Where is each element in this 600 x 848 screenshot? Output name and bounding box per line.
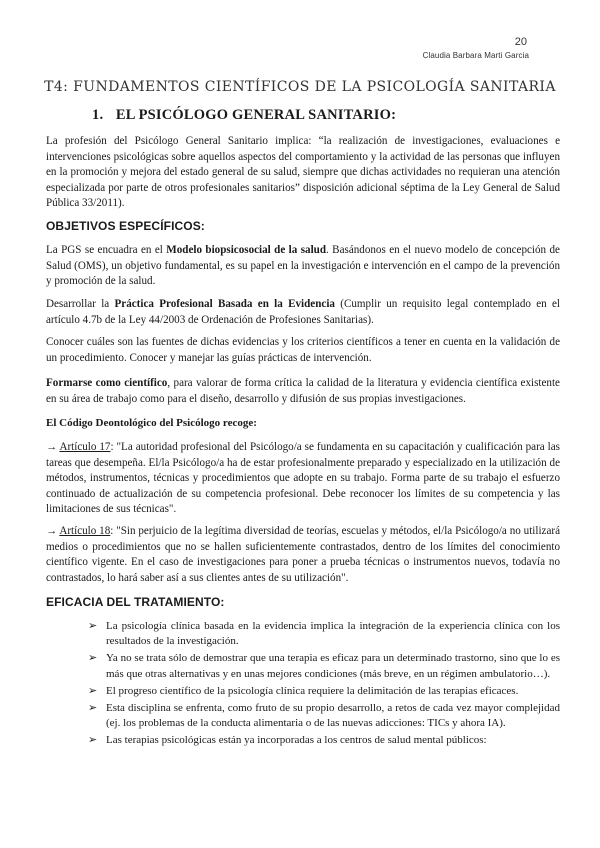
arrow-bullet-icon: ➢ xyxy=(88,620,98,632)
list-item xyxy=(88,651,560,682)
list-item-text: El progreso científico de la psicología clínica requiere la delimitación de las terapias eficaces. xyxy=(106,684,519,697)
list-item-text: Las terapias psicológicas están ya incorporadas a los centros de salud mental públicos: xyxy=(106,734,487,747)
bold-term: Práctica Profesional Basada en la Evidencia xyxy=(114,298,335,310)
codigo-heading: El Código Deontológico del Psicólogo recoge: xyxy=(46,417,257,429)
arrow-icon: → xyxy=(46,525,58,537)
document-title: T4: FUNDAMENTOS CIENTÍFICOS DE LA PSICOLOGÍA SANITARIA xyxy=(44,79,556,95)
author-name: Claudia Barbara Marti Garcia xyxy=(422,51,529,60)
section-number: 1. xyxy=(92,107,104,123)
text-span: , para valorar de forma crítica la calidad de la literatura y evidencia científica existente en su área de trabajo como para el diseño, desarrollo y difusión de sus propias investigaciones. xyxy=(46,377,560,405)
text-span: La PGS se encuadra en el xyxy=(46,244,167,256)
list-item xyxy=(88,619,560,650)
objetivos-paragraph-2 xyxy=(46,297,560,328)
eficacia-list xyxy=(88,619,560,750)
bold-term: Modelo biopsicosocial de la salud xyxy=(166,244,326,256)
list-item xyxy=(88,701,560,732)
arrow-bullet-icon: ➢ xyxy=(88,652,98,665)
articulo-18-text: : "Sin perjuicio de la legítima diversidad de teorías, escuelas y métodos, el/la Psicólogo/a no utilizará medios o procedimientos que no se hallen suficientemente contrastados, dentro de los límites del conocimiento científico vigente. En el caso de investigaciones para poner a prueba técnicas o instrumentos nuevos, todavía no contrastados, lo hará saber así a sus clientes antes de su utilización". xyxy=(46,525,560,584)
objetivos-paragraph-1 xyxy=(46,243,560,290)
list-item-text: Esta disciplina se enfrenta, como fruto de su propio desarrollo, a retos de cada vez mayor complejidad (ej. los problemas de la conducta alimentaria o de las nuevas adicciones: TICs y ahora IA). xyxy=(106,701,560,730)
articulo-17-label: Artículo 17 xyxy=(59,441,111,453)
page-number: 20 xyxy=(514,36,527,48)
arrow-icon: → xyxy=(46,441,58,453)
list-item-text: Ya no se trata sólo de demostrar que una terapia es eficaz para un determinado trastorno, sino que lo es más que otras alternativas y en unas mejores condiciones (más breve, en un régimen ambulatorio…). xyxy=(106,652,560,680)
arrow-bullet-icon: ➢ xyxy=(88,684,98,697)
text-span: Desarrollar la xyxy=(46,298,115,310)
text-span: (Cumplir un requisito legal contemplado en el artículo 4.7b de la Ley 44/2003 de Ordenación de Profesiones Sanitarias). xyxy=(46,298,560,326)
arrow-bullet-icon: ➢ xyxy=(88,701,98,714)
bold-term: Formarse como científico xyxy=(46,377,168,389)
list-item-text: La psicología clínica basada en la evidencia implica la integración de la experiencia clínica con los resultados de la investigación. xyxy=(106,620,560,648)
eficacia-heading: EFICACIA DEL TRATAMIENTO: xyxy=(46,595,225,609)
articulo-17-text: : "La autoridad profesional del Psicólogo/a se fundamenta en su capacitación y cualificación para las tareas que desempeña. El/la Psicólogo/a ha de estar profesionalmente preparado y especializado en la utilización de métodos, instrumentos, técnicas y procedimientos que adopte en su trabajo. Forma parte de su trabajo el esfuerzo continuado de actualización de su competencia profesional. Debe reconocer los límites de su competencia y las limitaciones de sus técnicas". xyxy=(46,441,560,516)
articulo-18-paragraph xyxy=(46,524,560,586)
section-heading xyxy=(92,107,396,124)
intro-paragraph: La profesión del Psicólogo General Sanitario implica: “la realización de investigaciones, evaluaciones e intervenciones psicológicas sobre aquellos aspectos del comportamiento y la actividad de las personas que influyen en la promoción y mejora del estado general de su salud, siempre que dichas actividades no requieran una atención especializada por parte de otros profesionales sanitarios” disposición adicional séptima de la Ley General de Salud Pública 33/2011). xyxy=(46,135,560,210)
objetivos-paragraph-3: Conocer cuáles son las fuentes de dichas evidencias y los criterios científicos a tener en cuenta en la validación de un procedimiento. Conocer y manejar las guías prácticas de intervención. xyxy=(46,336,560,364)
objetivos-paragraph-4 xyxy=(46,376,560,407)
articulo-18-label: Artículo 18 xyxy=(59,525,111,537)
section-heading-text: EL PSICÓLOGO GENERAL SANITARIO: xyxy=(115,107,397,123)
objetivos-heading: OBJETIVOS ESPECÍFICOS: xyxy=(46,219,205,233)
arrow-bullet-icon: ➢ xyxy=(88,734,98,747)
articulo-17-paragraph xyxy=(46,440,560,518)
list-item xyxy=(88,733,560,748)
list-item xyxy=(88,684,560,699)
text-span: . Basándonos en el nuevo modelo de concepción de Salud (OMS), un objetivo fundamental, es su papel en la investigación e intervención en el campo de la prevención y promoción de la salud. xyxy=(46,244,560,288)
